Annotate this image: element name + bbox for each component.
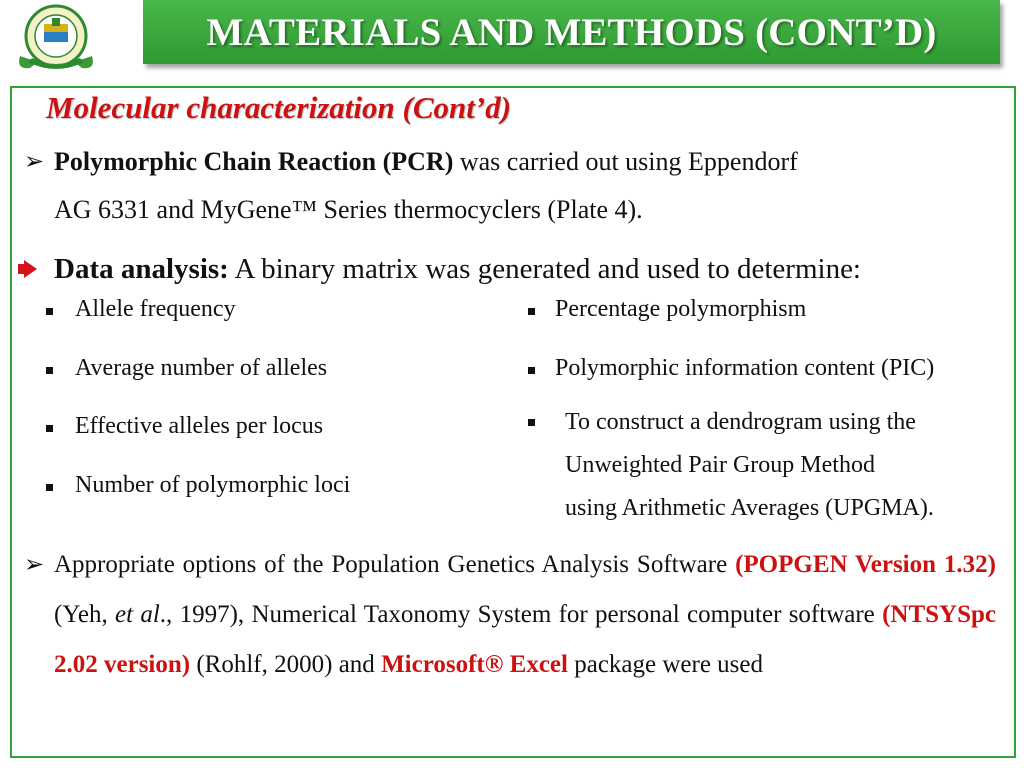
arrow-bullet-icon: ➢ (24, 149, 45, 175)
square-bullet-icon (46, 308, 53, 315)
dendrogram-line1: To construct a dendrogram using the (565, 409, 916, 435)
pcr-line2-text: AG 6331 and MyGene™ Series thermocyclers (Plate 4). (54, 195, 643, 224)
red-arrow-bullet-icon (24, 260, 37, 278)
software-text-3: ., 1997), Numerical Taxonomy System for personal computer software (159, 601, 883, 628)
square-bullet-icon (528, 308, 535, 315)
square-bullet-icon (46, 425, 53, 432)
section-subtitle: Molecular characterization (Cont’d) (46, 90, 512, 125)
software-text-2: (Yeh, (54, 601, 116, 628)
software-text-1: Appropriate options of the Population Genetics Analysis Software (54, 551, 736, 578)
page-title: MATERIALS AND METHODS (CONT’D) (206, 11, 937, 54)
arrow-bullet-icon: ➢ (24, 552, 45, 578)
excel-highlight: Microsoft® Excel (381, 651, 568, 678)
data-analysis-text: A binary matrix was generated and used to determine: (228, 253, 861, 285)
software-text-5: package were used (567, 651, 764, 678)
software-paragraph (24, 540, 996, 690)
list-item-label: Allele frequency (75, 296, 236, 322)
square-bullet-icon (528, 419, 535, 426)
square-bullet-icon (46, 484, 53, 491)
list-item-label: Polymorphic information content (PIC) (555, 355, 935, 381)
pcr-line1-text: was carried out using Eppendorf (453, 147, 798, 176)
university-seal-icon (14, 4, 98, 74)
et-al-italic: et al (115, 601, 160, 628)
dendrogram-line2: Unweighted Pair Group Method (565, 452, 875, 478)
data-analysis-bold-lead: Data analysis: (54, 253, 229, 285)
list-item-label: Average number of alleles (75, 355, 328, 381)
pcr-bold-lead: Polymorphic Chain Reaction (PCR) (54, 147, 454, 176)
data-analysis-paragraph (54, 249, 1002, 289)
list-item-label: Effective alleles per locus (75, 413, 324, 439)
list-item-label: Number of polymorphic loci (75, 472, 351, 498)
list-item-label: Percentage polymorphism (555, 296, 807, 322)
pcr-paragraph (24, 138, 996, 234)
title-banner (143, 0, 1000, 64)
ntsys-highlight: (NTSYSpc 2.02 version) (54, 601, 996, 678)
square-bullet-icon (528, 367, 535, 374)
dendrogram-line3: using Arithmetic Averages (UPGMA). (565, 495, 934, 521)
popgen-highlight: (POPGEN Version 1.32) (735, 551, 996, 578)
software-text-4: (Rohlf, 2000) and (190, 651, 382, 678)
square-bullet-icon (46, 367, 53, 374)
